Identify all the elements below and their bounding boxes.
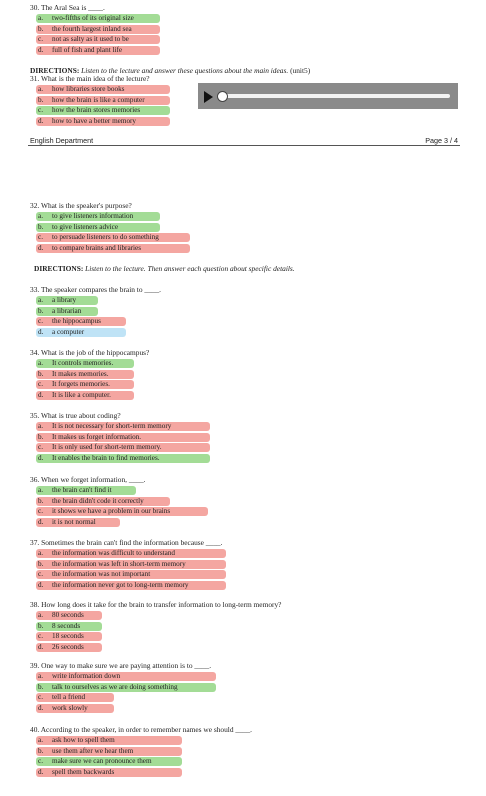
option-letter: c.: [38, 570, 43, 578]
option-text: a library: [52, 296, 77, 304]
option-text: the information was not important: [52, 570, 151, 578]
option-text: use them after we hear them: [52, 746, 134, 755]
question-text: When we forget information, ____.: [40, 475, 146, 484]
option-letter: b.: [38, 621, 44, 630]
option-letter: d.: [38, 453, 44, 462]
option-letter: d.: [38, 767, 44, 776]
question-39: [30, 662, 211, 670]
answer-option-d[interactable]: [36, 328, 126, 337]
option-text: It makes us forget information.: [52, 432, 142, 441]
option-letter: a.: [38, 611, 43, 619]
answer-option-b[interactable]: [36, 307, 98, 316]
question-number: 33.: [30, 285, 40, 294]
question-number: 32.: [30, 201, 40, 210]
option-letter: b.: [38, 222, 44, 231]
question-number: 31.: [30, 74, 40, 83]
option-text: a computer: [52, 327, 85, 336]
question-number: 40.: [30, 725, 40, 734]
answer-option-a[interactable]: [36, 611, 102, 620]
option-text: talk to ourselves as we are doing something: [52, 682, 178, 691]
question-text: According to the speaker, in order to remember names we should ____.: [40, 725, 253, 734]
option-letter: a.: [38, 85, 43, 93]
question-text: The Aral Sea is ____.: [40, 3, 105, 12]
question-number: 37.: [30, 538, 40, 547]
option-text: It is not necessary for short-term memory: [52, 422, 172, 430]
option-letter: d.: [38, 116, 44, 125]
answer-option-b[interactable]: [36, 560, 226, 569]
answer-option-b[interactable]: [36, 223, 160, 232]
question-text: What is the main idea of the lecture?: [40, 74, 150, 83]
question-text: What is true about coding?: [40, 411, 121, 420]
question-text: What is the speaker's purpose?: [40, 201, 132, 210]
option-letter: b.: [38, 369, 44, 378]
answer-option-d[interactable]: [36, 391, 134, 400]
directions-main-ideas: [30, 67, 310, 75]
answer-option-a[interactable]: [36, 296, 98, 305]
answer-option-c[interactable]: [36, 443, 210, 452]
option-letter: a.: [38, 736, 43, 744]
answer-option-d[interactable]: [36, 768, 182, 777]
answer-option-d[interactable]: [36, 518, 120, 527]
answer-option-d[interactable]: [36, 704, 114, 713]
option-letter: b.: [38, 682, 44, 691]
option-letter: d.: [38, 243, 44, 252]
answer-option-a[interactable]: [36, 85, 170, 94]
answer-option-b[interactable]: [36, 370, 134, 379]
option-letter: d.: [38, 642, 44, 651]
option-text: It enables the brain to find memories.: [52, 453, 160, 462]
option-letter: a.: [38, 14, 43, 22]
option-text: work slowly: [52, 703, 88, 712]
option-letter: d.: [38, 390, 44, 399]
question-number: 30.: [30, 3, 40, 12]
answer-option-b[interactable]: [36, 622, 102, 631]
question-text: How long does it take for the brain to transfer information to long-term memory?: [41, 600, 282, 609]
option-text: make sure we can pronounce them: [52, 757, 152, 765]
option-letter: d.: [38, 517, 44, 526]
answer-option-c[interactable]: [36, 632, 102, 641]
option-letter: b.: [38, 496, 44, 505]
option-text: the information was difficult to understand: [52, 549, 176, 557]
option-text: full of fish and plant life: [52, 45, 123, 54]
answer-option-a[interactable]: [36, 672, 216, 681]
question-number: 38.: [30, 600, 40, 609]
option-letter: d.: [38, 580, 44, 589]
option-letter: c.: [38, 443, 43, 451]
question-35: [30, 412, 121, 420]
directions-text: Listen to the lecture. Then answer each question about specific details.: [85, 264, 295, 273]
option-letter: a.: [38, 672, 43, 680]
option-text: It is only used for short-term memory.: [52, 443, 162, 451]
question-38: [30, 601, 281, 609]
option-text: ask how to spell them: [52, 736, 115, 744]
question-33: [30, 286, 161, 294]
answer-option-c[interactable]: [36, 317, 126, 326]
option-letter: c.: [38, 233, 43, 241]
option-letter: c.: [38, 380, 43, 388]
option-letter: d.: [38, 45, 44, 54]
audio-progress-handle[interactable]: [217, 91, 228, 102]
option-letter: b.: [38, 306, 44, 315]
question-36: [30, 476, 146, 484]
option-text: it is not normal: [52, 517, 96, 526]
answer-option-d[interactable]: [36, 46, 160, 55]
answer-option-a[interactable]: [36, 549, 226, 558]
option-letter: c.: [38, 757, 43, 765]
option-text: 8 seconds: [52, 621, 81, 630]
option-text: 18 seconds: [52, 632, 84, 640]
option-letter: a.: [38, 359, 43, 367]
option-text: to give listeners advice: [52, 222, 119, 231]
answer-option-a[interactable]: [36, 212, 160, 221]
directions-label: DIRECTIONS:: [34, 264, 84, 273]
answer-option-c[interactable]: [36, 106, 170, 115]
option-letter: b.: [38, 95, 44, 104]
answer-option-a[interactable]: [36, 736, 182, 745]
question-number: 34.: [30, 348, 40, 357]
question-text: Sometimes the brain can't find the information because ____.: [41, 538, 223, 547]
answer-option-d[interactable]: [36, 244, 190, 253]
directions-text: Listen to the lecture and answer these questions about the main ideas.: [81, 66, 289, 75]
question-32: [30, 202, 132, 210]
option-text: not as salty as it used to be: [52, 35, 129, 43]
question-30: [30, 4, 105, 12]
answer-option-d[interactable]: [36, 581, 226, 590]
footer-page-number: Page 3 / 4: [425, 136, 458, 145]
option-text: the information never got to long-term memory: [52, 580, 189, 589]
option-letter: a.: [38, 212, 43, 220]
option-text: write information down: [52, 672, 121, 680]
option-text: 26 seconds: [52, 642, 84, 651]
option-letter: b.: [38, 24, 44, 33]
directions-details: [34, 265, 295, 273]
question-number: 36.: [30, 475, 40, 484]
option-text: how the brain stores memories: [52, 106, 141, 114]
option-letter: a.: [38, 549, 43, 557]
option-letter: b.: [38, 559, 44, 568]
answer-option-a[interactable]: [36, 422, 210, 431]
option-letter: c.: [38, 632, 43, 640]
answer-option-c[interactable]: [36, 507, 208, 516]
option-letter: c.: [38, 693, 43, 701]
question-text: One way to make sure we are paying attention is to ____.: [41, 661, 212, 670]
question-37: [30, 539, 222, 547]
option-text: It is like a computer.: [52, 390, 111, 399]
unit-label: (unit5): [290, 66, 311, 75]
option-text: how the brain is like a computer: [52, 95, 145, 104]
option-letter: d.: [38, 327, 44, 336]
option-text: to give listeners information: [52, 212, 134, 220]
option-text: it shows we have a problem in our brains: [52, 507, 171, 515]
option-letter: c.: [38, 507, 43, 515]
answer-option-b[interactable]: [36, 497, 170, 506]
option-text: the brain didn't code it correctly: [52, 496, 144, 505]
answer-option-b[interactable]: [36, 683, 216, 692]
option-letter: c.: [38, 35, 43, 43]
answer-option-c[interactable]: [36, 693, 114, 702]
option-letter: d.: [38, 703, 44, 712]
answer-option-a[interactable]: [36, 14, 160, 23]
option-text: It makes memories.: [52, 369, 109, 378]
option-letter: b.: [38, 746, 44, 755]
question-text: What is the job of the hippocampus?: [40, 348, 150, 357]
question-31: [30, 75, 150, 83]
question-40: [30, 726, 252, 734]
option-letter: a.: [38, 486, 43, 494]
question-text: The speaker compares the brain to ____.: [40, 285, 162, 294]
answer-option-b[interactable]: [36, 25, 160, 34]
footer-divider: [28, 145, 460, 146]
answer-option-a[interactable]: [36, 486, 136, 495]
question-34: [30, 349, 149, 357]
option-letter: a.: [38, 422, 43, 430]
option-text: how to have a better memory: [52, 116, 137, 125]
question-number: 39.: [30, 661, 40, 670]
option-letter: a.: [38, 296, 43, 304]
option-text: the information was left in short-term memory: [52, 559, 186, 568]
answer-option-b[interactable]: [36, 96, 170, 105]
option-letter: b.: [38, 432, 44, 441]
question-number: 35.: [30, 411, 40, 420]
option-text: to persuade listeners to do something: [52, 233, 159, 241]
answer-option-d[interactable]: [36, 643, 102, 652]
answer-option-d[interactable]: [36, 117, 170, 126]
option-text: spell them backwards: [52, 767, 115, 776]
answer-option-c[interactable]: [36, 570, 226, 579]
option-text: tell a friend: [52, 693, 86, 701]
answer-option-a[interactable]: [36, 359, 134, 368]
option-text: the fourth largest inland sea: [52, 24, 132, 33]
option-text: 80 seconds: [52, 611, 84, 619]
answer-option-b[interactable]: [36, 433, 210, 442]
answer-option-c[interactable]: [36, 380, 134, 389]
audio-player[interactable]: [198, 83, 458, 109]
directions-label: DIRECTIONS:: [30, 66, 80, 75]
answer-option-d[interactable]: [36, 454, 210, 463]
answer-option-c[interactable]: [36, 35, 160, 44]
option-text: how libraries store books: [52, 85, 125, 93]
option-text: to compare brains and libraries: [52, 243, 142, 252]
option-text: the hippocampus: [52, 317, 101, 325]
option-text: a librarian: [52, 306, 82, 315]
option-text: It controls memories.: [52, 359, 114, 367]
answer-option-c[interactable]: [36, 757, 182, 766]
answer-option-b[interactable]: [36, 747, 182, 756]
option-text: two-fifths of its original size: [52, 14, 134, 22]
play-icon[interactable]: [204, 91, 213, 103]
footer-department: English Department: [30, 136, 94, 145]
audio-progress-track[interactable]: [222, 94, 450, 98]
option-letter: c.: [38, 106, 43, 114]
option-text: the brain can't find it: [52, 486, 112, 494]
option-letter: c.: [38, 317, 43, 325]
answer-option-c[interactable]: [36, 233, 190, 242]
option-text: It forgets memories.: [52, 380, 110, 388]
